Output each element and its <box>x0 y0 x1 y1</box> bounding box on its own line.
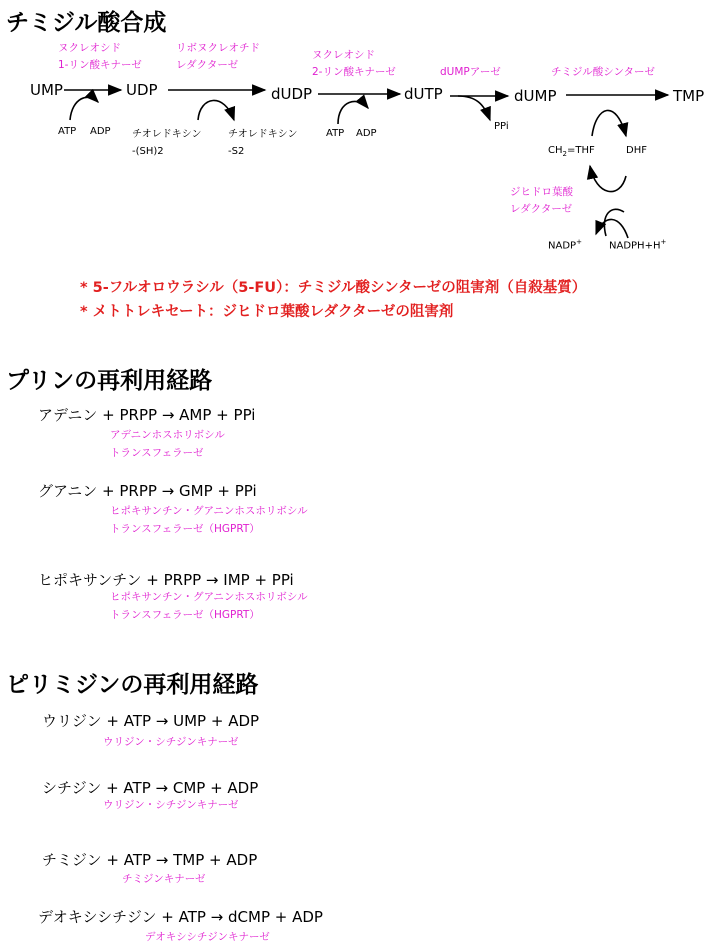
metabolite-dump: dUMP <box>514 87 557 105</box>
enzyme-label-dutpase: dUMPアーゼ <box>440 66 501 78</box>
reaction-hypoxanthine: ヒポキサンチン + PRPP → IMP + PPi <box>38 571 294 589</box>
arrow-atp-adp-2 <box>338 101 368 124</box>
enzyme-label-nmpk: ヌクレオシド 1-リン酸キナーゼ <box>58 42 142 71</box>
reaction-adenine: アデニン + PRPP → AMP + PPi <box>38 406 256 424</box>
enzyme-hgprt-hypoxanthine: ヒポキサンチン・グアニンホスホリボシル トランスフェラーゼ（HGPRT） <box>110 591 308 621</box>
arrow-ppi <box>458 96 490 120</box>
reaction-deoxycytidine: デオキシシチジン + ATP → dCMP + ADP <box>38 908 323 926</box>
enzyme-uridine-cytidine-kinase-2: ウリジン・シチジンキナーゼ <box>103 799 239 811</box>
note-methotrexate: * メトトレキセート：ジヒドロ葉酸レダクターゼの阻害剤 <box>80 304 454 320</box>
metabolite-dutp: dUTP <box>404 85 443 103</box>
arrow-atp-adp-1 <box>70 97 98 120</box>
arrow-nadph-line <box>604 209 624 236</box>
arrow-dhf-thf <box>590 166 626 192</box>
cofactor-thioredoxin-reduced: チオレドキシン -(SH)2 <box>132 129 202 157</box>
cofactor-adp-1: ADP <box>90 126 111 137</box>
enzyme-uridine-cytidine-kinase-1: ウリジン・シチジンキナーゼ <box>103 736 239 748</box>
cofactor-dhf: DHF <box>626 145 647 156</box>
cofactor-atp-1: ATP <box>58 126 77 137</box>
cofactor-ppi: PPi <box>494 121 509 132</box>
metabolite-ump: UMP <box>30 81 63 99</box>
enzyme-label-rnr: リボヌクレオチド レダクターゼ <box>176 42 260 71</box>
enzyme-aprt: アデニンホスホリボシル トランスフェラーゼ <box>110 429 225 459</box>
cofactor-atp-2: ATP <box>326 128 345 139</box>
enzyme-label-ndpk: ヌクレオシド 2-リン酸キナーゼ <box>312 49 396 78</box>
enzyme-label-dhfr: ジヒドロ葉酸 レダクターゼ <box>510 186 573 215</box>
arrow-thf-dhf <box>592 110 626 136</box>
metabolite-dudp: dUDP <box>271 85 313 103</box>
cofactor-adp-2: ADP <box>356 128 377 139</box>
section-title-thymidylate: チミジル酸合成 <box>6 10 167 36</box>
metabolite-tmp: TMP <box>673 87 705 105</box>
cofactor-methylene-thf: $CH_2=THF$ <box>548 145 595 158</box>
section-title-purine: プリンの再利用経路 <box>6 368 213 394</box>
cofactor-thioredoxin-oxidized: チオレドキシン -S2 <box>228 129 298 157</box>
arrow-nadph-nadp <box>596 219 628 238</box>
metabolite-udp: UDP <box>126 81 158 99</box>
enzyme-thymidine-kinase: チミジンキナーゼ <box>122 873 206 885</box>
enzyme-label-ts: チミジル酸シンターゼ <box>551 66 655 78</box>
reaction-uridine: ウリジン + ATP → UMP + ADP <box>42 712 260 730</box>
note-5fu: * 5-フルオロウラシル（5-FU）：チミジル酸シンターゼの阻害剤（自殺基質） <box>80 280 587 296</box>
section-title-pyrimidine: ピリミジンの再利用経路 <box>6 672 259 698</box>
reaction-guanine: グアニン + PRPP → GMP + PPi <box>38 482 257 500</box>
enzyme-deoxycytidine-kinase: デオキシシチジンキナーゼ <box>145 931 270 943</box>
reaction-thymidine: チミジン + ATP → TMP + ADP <box>42 851 258 869</box>
arrow-thioredoxin <box>198 100 234 120</box>
enzyme-hgprt-guanine: ヒポキサンチン・グアニンホスホリボシル トランスフェラーゼ（HGPRT） <box>110 505 308 535</box>
cofactor-nadp: NADP+ <box>548 238 582 252</box>
reaction-cytidine: シチジン + ATP → CMP + ADP <box>42 779 259 797</box>
cofactor-nadph: NADPH+H+ <box>609 238 667 252</box>
